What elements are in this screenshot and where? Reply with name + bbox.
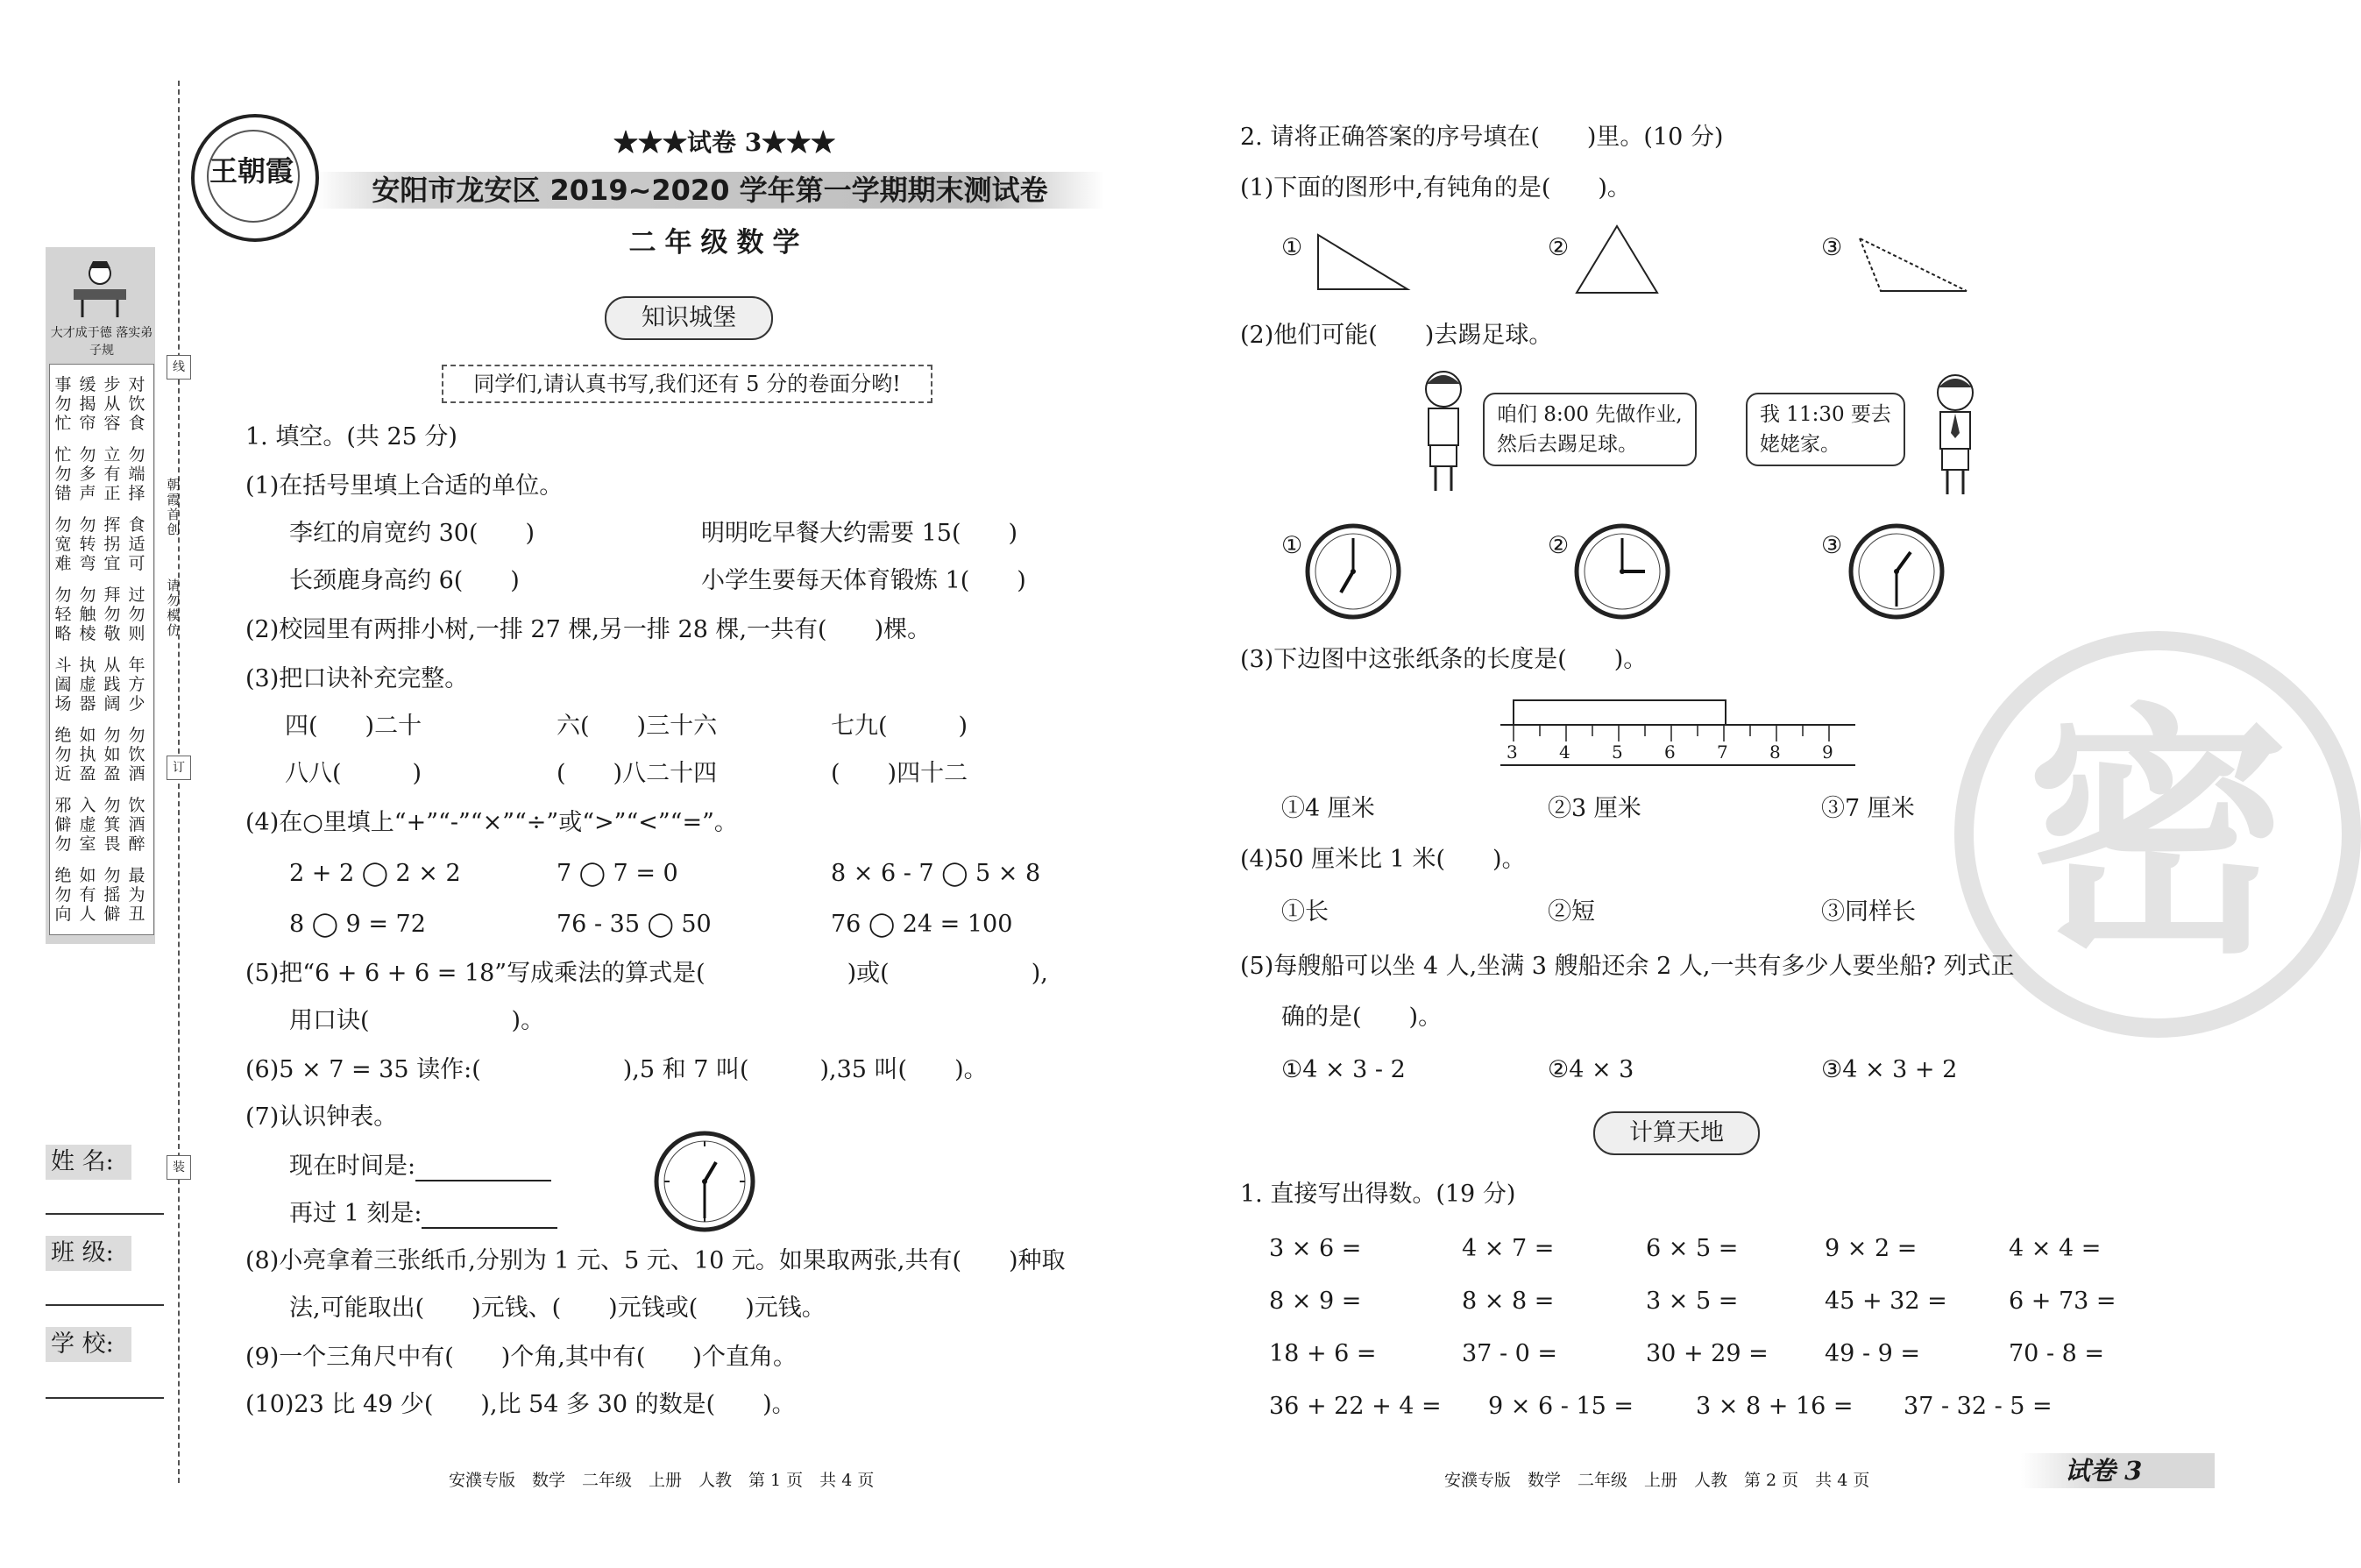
q1-6: (6)5 × 7 = 35 读作:( ),5 和 7 叫( ),35 叫( )。 — [245, 1056, 988, 1083]
class-field[interactable] — [46, 1304, 164, 1306]
motto-col: 勿触棱 — [79, 585, 96, 643]
q1-4e: 76 - 35 ◯ 50 — [557, 911, 712, 938]
q2-1-opt2: ② — [1548, 234, 1570, 261]
bubble-left-line1: 咱们 8:00 先做作业, — [1497, 403, 1683, 426]
bind-mark-zhuang: 装 — [167, 1155, 191, 1180]
ruler-tick-label: 5 — [1612, 741, 1623, 763]
calc-item: 18 + 6 = — [1269, 1340, 1377, 1367]
bind-mark-ding: 订 — [167, 756, 191, 780]
q1-7b — [289, 1199, 557, 1229]
speech-bubble-left — [1483, 393, 1697, 466]
confidential-watermark: 密 — [1954, 631, 2361, 1038]
motto-col: 勿端择 — [128, 445, 145, 503]
q2-3a: ①4 厘米 — [1281, 795, 1375, 822]
q1-title: 1. 填空。(共 25 分) — [245, 423, 457, 451]
q1-5: (5)把“6 + 6 + 6 = 18”写成乘法的算式是( )或( ), — [245, 960, 1048, 987]
calc-item: 6 + 73 = — [2009, 1288, 2116, 1315]
clock-q1-7-icon — [652, 1129, 757, 1234]
calc-item: 4 × 4 = — [2009, 1235, 2102, 1262]
q1-4d: 8 ◯ 9 = 72 — [289, 911, 426, 938]
motto-col: 勿饮酒 — [128, 726, 145, 784]
calc-item: 8 × 9 = — [1269, 1288, 1362, 1315]
calc-item: 70 - 8 = — [2009, 1340, 2105, 1367]
motto-col: 最为丑 — [128, 866, 145, 924]
motto-col: 拜勿敬 — [103, 585, 121, 643]
q2-1-opt1: ① — [1281, 234, 1303, 261]
calc-item: 9 × 2 = — [1825, 1235, 1918, 1262]
q1-1a: 李红的肩宽约 30( ) — [289, 520, 535, 547]
q1-1d: 小学生要每天体育锻炼 1( ) — [701, 567, 1026, 594]
q2-3: (3)下边图中这张纸条的长度是( )。 — [1240, 646, 1648, 673]
motto-col: 如有人 — [79, 866, 96, 924]
ruler — [1500, 724, 1855, 766]
q1-1b: 明明吃早餐大约需要 15( ) — [701, 520, 1018, 547]
motto-col: 事勿忙 — [54, 375, 72, 433]
paper-number: ★★★试卷 3★★★ — [613, 128, 836, 157]
calc-item: 36 + 22 + 4 = — [1269, 1393, 1442, 1420]
q1-7a-label: 现在时间是: — [289, 1153, 416, 1180]
motto-col: 挥拐宜 — [103, 515, 121, 573]
boy-figure-left-icon — [1413, 368, 1474, 500]
motto-col: 年方少 — [128, 656, 145, 713]
clock-option2-icon — [1573, 522, 1671, 621]
calc-item: 37 - 32 - 5 = — [1904, 1393, 2053, 1420]
motto-col: 勿宽难 — [54, 515, 72, 573]
motto-col: 步从容 — [103, 375, 121, 433]
q1-1c: 长颈鹿身高约 6( ) — [289, 567, 520, 594]
q1-2: (2)校园里有两排小树,一排 27 棵,另一排 28 棵,一共有( )棵。 — [245, 616, 932, 643]
boy-figure-right-icon — [1925, 372, 1986, 503]
motto-col: 忙勿错 — [54, 445, 72, 503]
name-field[interactable] — [46, 1213, 164, 1215]
q2-title: 2. 请将正确答案的序号填在( )里。(10 分) — [1240, 124, 1724, 151]
calc-item: 37 - 0 = — [1462, 1340, 1558, 1367]
motto-col: 斗阖场 — [54, 656, 72, 713]
motto-col: 勿轻略 — [54, 585, 72, 643]
motto-col: 勿转弯 — [79, 515, 96, 573]
ruler-tick-label: 9 — [1822, 741, 1833, 763]
q1-10: (10)23 比 49 少( ),比 54 多 30 的数是( )。 — [245, 1391, 796, 1418]
bubble-right-line2: 姥姥家。 — [1760, 433, 1840, 456]
school-field[interactable] — [46, 1397, 164, 1399]
q1-3d: 八八( ) — [285, 760, 422, 787]
q1-7b-label: 再过 1 刻是: — [289, 1200, 422, 1227]
q2-4b: ②短 — [1548, 898, 1595, 926]
obtuse-triangle-shape — [1856, 235, 1970, 296]
q1-3: (3)把口诀补充完整。 — [245, 665, 469, 692]
calc-item: 3 × 8 + 16 = — [1696, 1393, 1854, 1420]
q2-5e: ③4 × 3 + 2 — [1821, 1056, 1958, 1083]
q2-2: (2)他们可能( )去踢足球。 — [1240, 322, 1553, 349]
corner-paper-tag: 试卷 3 — [2021, 1453, 2215, 1488]
answer-line[interactable] — [422, 1204, 557, 1229]
q2-3b: ②3 厘米 — [1548, 795, 1641, 822]
q1-7a — [289, 1152, 551, 1181]
clock-option1-icon — [1304, 522, 1402, 621]
q1-1: (1)在括号里填上合适的单位。 — [245, 472, 564, 500]
bind-text-1: 朝霞首创 — [167, 477, 181, 537]
q2-2-opt1: ① — [1281, 532, 1303, 559]
section-badge-knowledge: 知识城堡 — [605, 296, 773, 340]
bind-text-2: 请勿模仿 — [167, 578, 181, 638]
brand-logo-text: 王朝霞 — [209, 154, 294, 188]
q1-9: (9)一个三角尺中有( )个角,其中有( )个直角。 — [245, 1344, 797, 1371]
q1-8: (8)小亮拿着三张纸币,分别为 1 元、5 元、10 元。如果取两张,共有( )种取 — [245, 1247, 1066, 1274]
q1-4a: 2 + 2 ◯ 2 × 2 — [289, 860, 461, 887]
q1-4f: 76 ◯ 24 = 100 — [831, 911, 1013, 938]
name-label: 姓 名: — [46, 1145, 131, 1180]
school-label: 学 校: — [46, 1327, 131, 1362]
bubble-right-line1: 我 11:30 要去 — [1760, 403, 1891, 426]
motto-col: 缓揭帘 — [79, 375, 96, 433]
footer-left: 安濮专版 数学 二年级 上册 人教 第 1 页 共 4 页 — [449, 1471, 875, 1490]
clock-option3-icon — [1847, 522, 1946, 621]
ruler-tick-label: 4 — [1559, 741, 1570, 763]
q1-3c: 七九( ) — [831, 713, 968, 740]
neatness-notice: 同学们,请认真书写,我们还有 5 分的卷面分哟! — [442, 365, 932, 403]
motto-box — [49, 364, 154, 935]
calc-item: 45 + 32 = — [1825, 1288, 1947, 1315]
calc-item: 3 × 5 = — [1646, 1288, 1739, 1315]
q2-5c: ①4 × 3 - 2 — [1281, 1056, 1406, 1083]
subject-title: 二年级数学 — [628, 227, 809, 259]
bind-mark-xian: 线 — [167, 355, 191, 380]
ruler-tick-label: 3 — [1507, 741, 1518, 763]
q2-5d: ②4 × 3 — [1548, 1056, 1634, 1083]
calc-item: 4 × 7 = — [1462, 1235, 1555, 1262]
motto-col: 立有正 — [103, 445, 121, 503]
calc-item: 8 × 8 = — [1462, 1288, 1555, 1315]
q2-4c: ③同样长 — [1821, 898, 1916, 926]
motto-col: 如执盈 — [79, 726, 96, 784]
q1-4c: 8 × 6 - 7 ◯ 5 × 8 — [831, 860, 1041, 887]
ruler-tick-label: 7 — [1717, 741, 1728, 763]
q2-4a: ①长 — [1281, 898, 1329, 926]
motto-col: 勿摇僻 — [103, 866, 121, 924]
q1-8b: 法,可能取出( )元钱、( )元钱或( )元钱。 — [289, 1295, 826, 1322]
q1-3b: 六( )三十六 — [557, 713, 718, 740]
q1-4b: 7 ◯ 7 = 0 — [557, 860, 678, 887]
q1-3e: ( )八二十四 — [557, 760, 718, 787]
q2-3c: ③7 厘米 — [1821, 795, 1915, 822]
calc-item: 49 - 9 = — [1825, 1340, 1921, 1367]
motto-col: 勿箕畏 — [103, 796, 121, 854]
motto-col: 入虚室 — [79, 796, 96, 854]
motto-col: 饮酒醉 — [128, 796, 145, 854]
motto-col: 邪僻勿 — [54, 796, 72, 854]
q1-5b: 用口诀( )。 — [289, 1007, 545, 1034]
motto-heading: 大才成于德 落实弟子规 — [50, 326, 153, 358]
exam-title: 安阳市龙安区 2019~2020 学年第一学期期末测试卷 — [372, 174, 1048, 207]
ruler-tick-label: 6 — [1664, 741, 1676, 763]
motto-col: 勿多声 — [79, 445, 96, 503]
q2-2-opt2: ② — [1548, 532, 1570, 559]
motto-col: 勿如盈 — [103, 726, 121, 784]
answer-line[interactable] — [415, 1157, 551, 1181]
calc-item: 6 × 5 = — [1646, 1235, 1739, 1262]
q1-4: (4)在○里填上“+”“-”“×”“÷”或“>”“<”“=”。 — [245, 809, 738, 836]
bubble-left-line2: 然后去踢足球。 — [1497, 433, 1638, 456]
q2-2-opt3: ③ — [1821, 532, 1843, 559]
motto-col: 从践阔 — [103, 656, 121, 713]
calc-title: 1. 直接写出得数。(19 分) — [1240, 1181, 1516, 1208]
class-label: 班 级: — [46, 1236, 131, 1271]
motto-col: 绝勿向 — [54, 866, 72, 924]
q2-5b: 确的是( )。 — [1281, 1004, 1443, 1031]
q1-3a: 四( )二十 — [285, 713, 422, 740]
ruler-ticks-graphic — [1500, 726, 1855, 745]
acute-triangle-shape — [1573, 223, 1661, 296]
motto-col: 绝勿近 — [54, 726, 72, 784]
motto-col: 对饮食 — [128, 375, 145, 433]
footer-right: 安濮专版 数学 二年级 上册 人教 第 2 页 共 4 页 — [1444, 1471, 1870, 1490]
motto-col: 执虚器 — [79, 656, 96, 713]
section-badge-calculation: 计算天地 — [1593, 1111, 1760, 1155]
motto-col: 食适可 — [128, 515, 145, 573]
q2-1-opt3: ③ — [1821, 234, 1843, 261]
motto-col: 过勿则 — [128, 585, 145, 643]
calc-item: 30 + 29 = — [1646, 1340, 1769, 1367]
q2-5: (5)每艘船可以坐 4 人,坐满 3 艘船还余 2 人,一共有多少人要坐船? 列式正 — [1240, 953, 2015, 980]
q1-3f: ( )四十二 — [831, 760, 968, 787]
calc-item: 9 × 6 - 15 = — [1488, 1393, 1634, 1420]
right-triangle-shape — [1315, 231, 1411, 293]
q2-4: (4)50 厘米比 1 米( )。 — [1240, 846, 1526, 873]
calc-item: 3 × 6 = — [1269, 1235, 1362, 1262]
q1-7: (7)认识钟表。 — [245, 1103, 398, 1131]
ruler-tick-label: 8 — [1769, 741, 1781, 763]
scholar-figure-icon — [65, 256, 135, 319]
q2-1: (1)下面的图形中,有钝角的是( )。 — [1240, 174, 1631, 202]
speech-bubble-right — [1746, 393, 1905, 466]
binding-dashed-line — [178, 81, 180, 1483]
